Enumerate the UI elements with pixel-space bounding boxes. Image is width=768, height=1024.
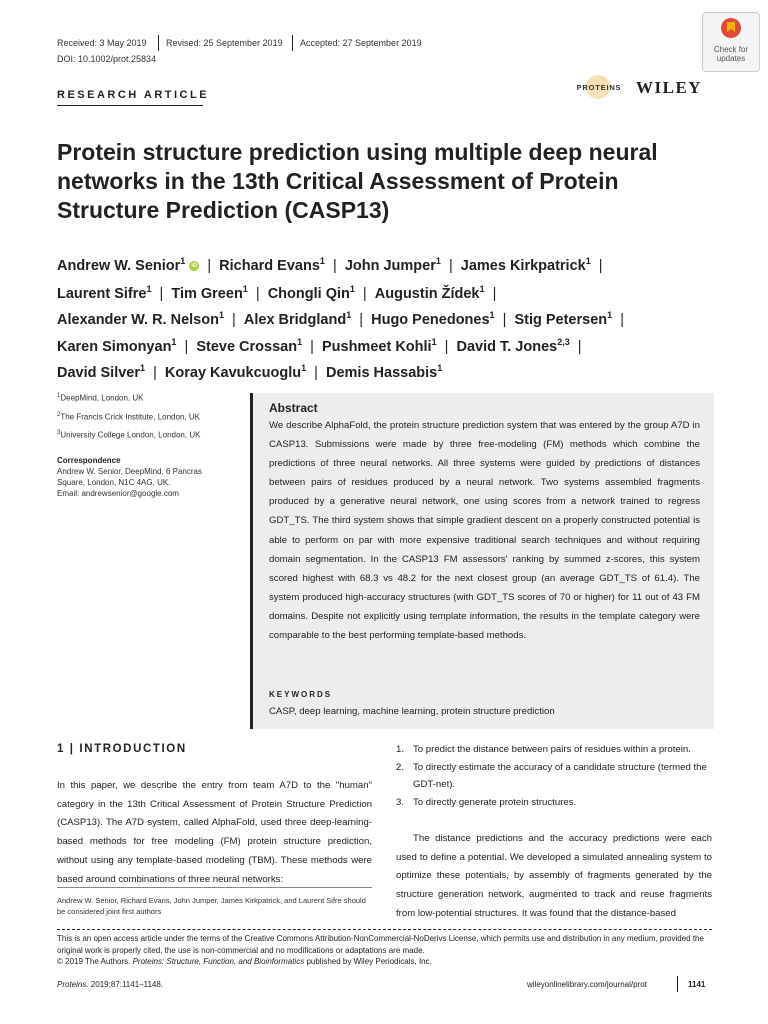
list-number: 2. [396, 761, 405, 773]
list-item [396, 759, 712, 794]
list-text: To predict the distance between pairs of residues within a protein. [413, 744, 691, 755]
section-heading-introduction: 1 | INTRODUCTION [57, 743, 187, 755]
author-separator: | [354, 285, 375, 302]
affiliation-marker: 1 [180, 256, 186, 266]
bookmark-icon [721, 18, 741, 38]
list-item [396, 794, 712, 812]
revised-date: Revised: 25 September 2019 [166, 38, 283, 48]
author-name[interactable]: Pushmeet Kohli$^1$ [321, 337, 437, 355]
author-name[interactable]: David Silver$^1$ [57, 363, 146, 381]
author-separator: | [306, 364, 326, 381]
author-separator: | [151, 285, 172, 302]
license-text [57, 933, 712, 968]
affiliation-marker: 1 [437, 363, 443, 373]
author-name[interactable]: Demis Hassabis$^1$ [326, 363, 443, 381]
footnote: Andrew W. Senior, Richard Evans, John Jumper, James Kirkpatrick, and Laurent Sifre should be considered joint first authors [57, 896, 366, 916]
proteins-logo: PROTEINS [570, 79, 628, 95]
abstract-text: We describe AlphaFold, the protein structure prediction system that was entered by the group A7D in CASP13. Submissions were made by three free-modeling (FM) methods which combine the predictions of three neural networks. All three systems were guided by predictions of distances between pairs of residues produced by a neural network. Two systems assembled fragments produced by a generative neural network, one using scores from a network trained to regress GDT_TS. The third system shows that simple gradient descent on a properly constructed potential is able to perform on par with more expensive traditional search techniques and without requiring domain segmentation. In the CASP13 FM assessors' ranking by summed z-scores, this system scored highest with 68.3 vs 48.2 for the next closest group (an average GDT_TS of 61.4). The system produced high-accuracy structures (with GDT_TS scores of 70 or higher) for 11 out of 43 FM domains. Despite not explicitly using template information, the results in the template category were comparable to the best performing template-based methods. [269, 420, 700, 642]
affiliation-marker: 1 [171, 337, 177, 347]
affiliation-item: $^2$The Francis Crick Institute, London, UK [57, 411, 200, 422]
author-name[interactable]: Tim Green$^1$ [171, 284, 248, 302]
author-separator: | [569, 338, 590, 355]
author-separator: | [176, 338, 197, 355]
affiliation-marker: 1 [218, 310, 224, 320]
author-name[interactable]: Stig Petersen$^1$ [514, 310, 613, 328]
author-line [57, 363, 442, 381]
doi: DOI: 10.1002/prot.25834 [57, 54, 157, 64]
author-name[interactable]: Laurent Sifre$^1$ [57, 284, 152, 302]
author-name[interactable]: John Jumper$^1$ [344, 256, 441, 274]
affiliation-marker: 1 [140, 363, 146, 373]
affiliation-marker: 2,3 [557, 337, 570, 347]
author-name[interactable]: Alex Bridgland$^1$ [243, 310, 352, 328]
author-separator: | [145, 364, 165, 381]
author-name[interactable]: Chongli Qin$^1$ [267, 284, 355, 302]
author-name[interactable]: Steve Crossan$^1$ [196, 337, 303, 355]
author-name[interactable]: Andrew W. Senior$^1$ [57, 256, 186, 274]
author-name[interactable]: Hugo Penedones$^1$ [371, 310, 495, 328]
author-separator: | [484, 285, 505, 302]
check-for-updates-badge[interactable] [702, 12, 760, 72]
list-item [396, 741, 712, 759]
author-line [57, 256, 611, 274]
affiliation-marker: 1 [607, 310, 613, 320]
article-type: RESEARCH ARTICLE [57, 89, 210, 101]
journal-full-name: Proteins: Structure, Function, and Bioinformatics [132, 957, 305, 966]
affiliation-item: $^3$University College London, London, UK [57, 430, 201, 440]
list-text: To directly estimate the accuracy of a candidate structure (termed the GDT-net). [413, 761, 707, 790]
author-separator: | [247, 285, 268, 302]
author-line [57, 284, 504, 302]
author-name[interactable]: Alexander W. R. Nelson$^1$ [57, 310, 224, 328]
affiliation-marker: 1 [146, 284, 152, 294]
abstract-heading: Abstract [269, 401, 318, 415]
author-separator: | [302, 338, 322, 355]
check-updates-label: Check for updates [713, 45, 749, 63]
author-line [57, 310, 632, 328]
intro-list [396, 741, 712, 811]
footer-url[interactable]: wileyonlinelibrary.com/journal/prot [527, 980, 647, 989]
affiliation-marker: 1 [479, 284, 485, 294]
author-separator: | [199, 257, 220, 274]
affiliation-marker: 1 [319, 256, 325, 266]
received-date: Received: 3 May 2019 [57, 38, 147, 48]
author-separator: | [436, 338, 457, 355]
correspondence-heading: Correspondence [57, 456, 121, 465]
list-number: 1. [396, 744, 405, 755]
author-name[interactable]: Koray Kavukcuoglu$^1$ [164, 363, 307, 381]
author-separator: | [590, 257, 611, 274]
keywords-heading: KEYWORDS [269, 690, 333, 699]
affiliation-marker: 1 [297, 337, 303, 347]
keywords: CASP, deep learning, machine learning, protein structure prediction [269, 706, 555, 717]
affiliation-marker: 1 [431, 337, 437, 347]
affiliation-marker: 1 [301, 363, 307, 373]
list-number: 3. [396, 796, 405, 808]
abstract-box [253, 393, 714, 729]
author-separator: | [223, 311, 244, 328]
affiliation-marker: 1 [489, 310, 495, 320]
author-line [57, 337, 590, 355]
author-separator: | [494, 311, 515, 328]
affiliation-marker: 1 [242, 284, 248, 294]
footnote-rule [57, 887, 372, 888]
affiliation-marker: 1 [435, 256, 441, 266]
affiliation-item: $^1$DeepMind, London, UK [57, 393, 144, 403]
intro-paragraph-2: The distance predictions and the accuracy predictions were each used to define a potential. We developed a simulated annealing system to optimize these potentials, by assembly of fragments generated by the structure generation network, augmented to track and reuse fragments from low-potential structures. It was found that the distance-based [396, 833, 712, 919]
accepted-date: Accepted: 27 September 2019 [300, 38, 422, 48]
author-name[interactable]: James Kirkpatrick$^1$ [460, 256, 591, 274]
intro-paragraph: In this paper, we describe the entry from team A7D to the "human" category in the 13th Critical Assessment of Protein Structure Prediction (CASP13). The A7D system, called AlphaFold, used three deep-learning-based methods for free modeling (FM) protein structure prediction, without using any template-based modeling (TBM). These methods were based around combinations of three neural networks: [57, 780, 372, 885]
footer-separator [677, 976, 678, 992]
page-number: 1141 [688, 980, 706, 989]
correspondence [57, 455, 242, 499]
affiliations [57, 388, 242, 444]
author-separator: | [440, 257, 461, 274]
author-name[interactable]: Augustin Žídek$^1$ [374, 284, 485, 302]
wiley-logo: WILEY [636, 78, 703, 97]
author-separator: | [324, 257, 345, 274]
footer-citation: Proteins. 2019;87:1141–1148. [57, 980, 164, 989]
affiliation-marker: 1 [585, 256, 591, 266]
correspondence-line: Square, London, N1C 4AG, UK. [57, 478, 171, 487]
article-type-underline [57, 105, 203, 106]
copyright-line: © 2019 The Authors. Proteins: Structure, Function, and Bioinformatics published by Wiley Periodicals, Inc. [57, 957, 432, 966]
list-text: To directly generate protein structures. [413, 796, 577, 808]
author-separator: | [351, 311, 372, 328]
author-name[interactable]: David T. Jones$^{2,3}$ [456, 337, 570, 355]
correspondence-email[interactable]: Email: andrewsenior@google.com [57, 489, 179, 498]
header-separator [158, 35, 159, 51]
affiliation-marker: 1 [349, 284, 355, 294]
article-title: Protein structure prediction using multiple deep neural networks in the 13th Critical Assessment of Protein Structure Prediction (CASP13) [57, 139, 658, 223]
author-name[interactable]: Richard Evans$^1$ [219, 256, 325, 274]
license-statement: This is an open access article under the terms of the Creative Commons Attribution-NonCommercial-NoDerivs License, which permits use and distribution in any medium, provided the original work is properly cited, the use is non-commercial and no modifications or adaptations are made. [57, 934, 704, 955]
correspondence-line: Andrew W. Senior, DeepMind, 6 Pancras [57, 467, 202, 476]
author-name[interactable]: Karen Simonyan$^1$ [57, 337, 177, 355]
orcid-icon[interactable]: iD [191, 263, 198, 269]
author-separator: | [612, 311, 633, 328]
license-rule [57, 929, 712, 930]
affiliation-marker: 1 [346, 310, 352, 320]
header-separator [292, 35, 293, 51]
